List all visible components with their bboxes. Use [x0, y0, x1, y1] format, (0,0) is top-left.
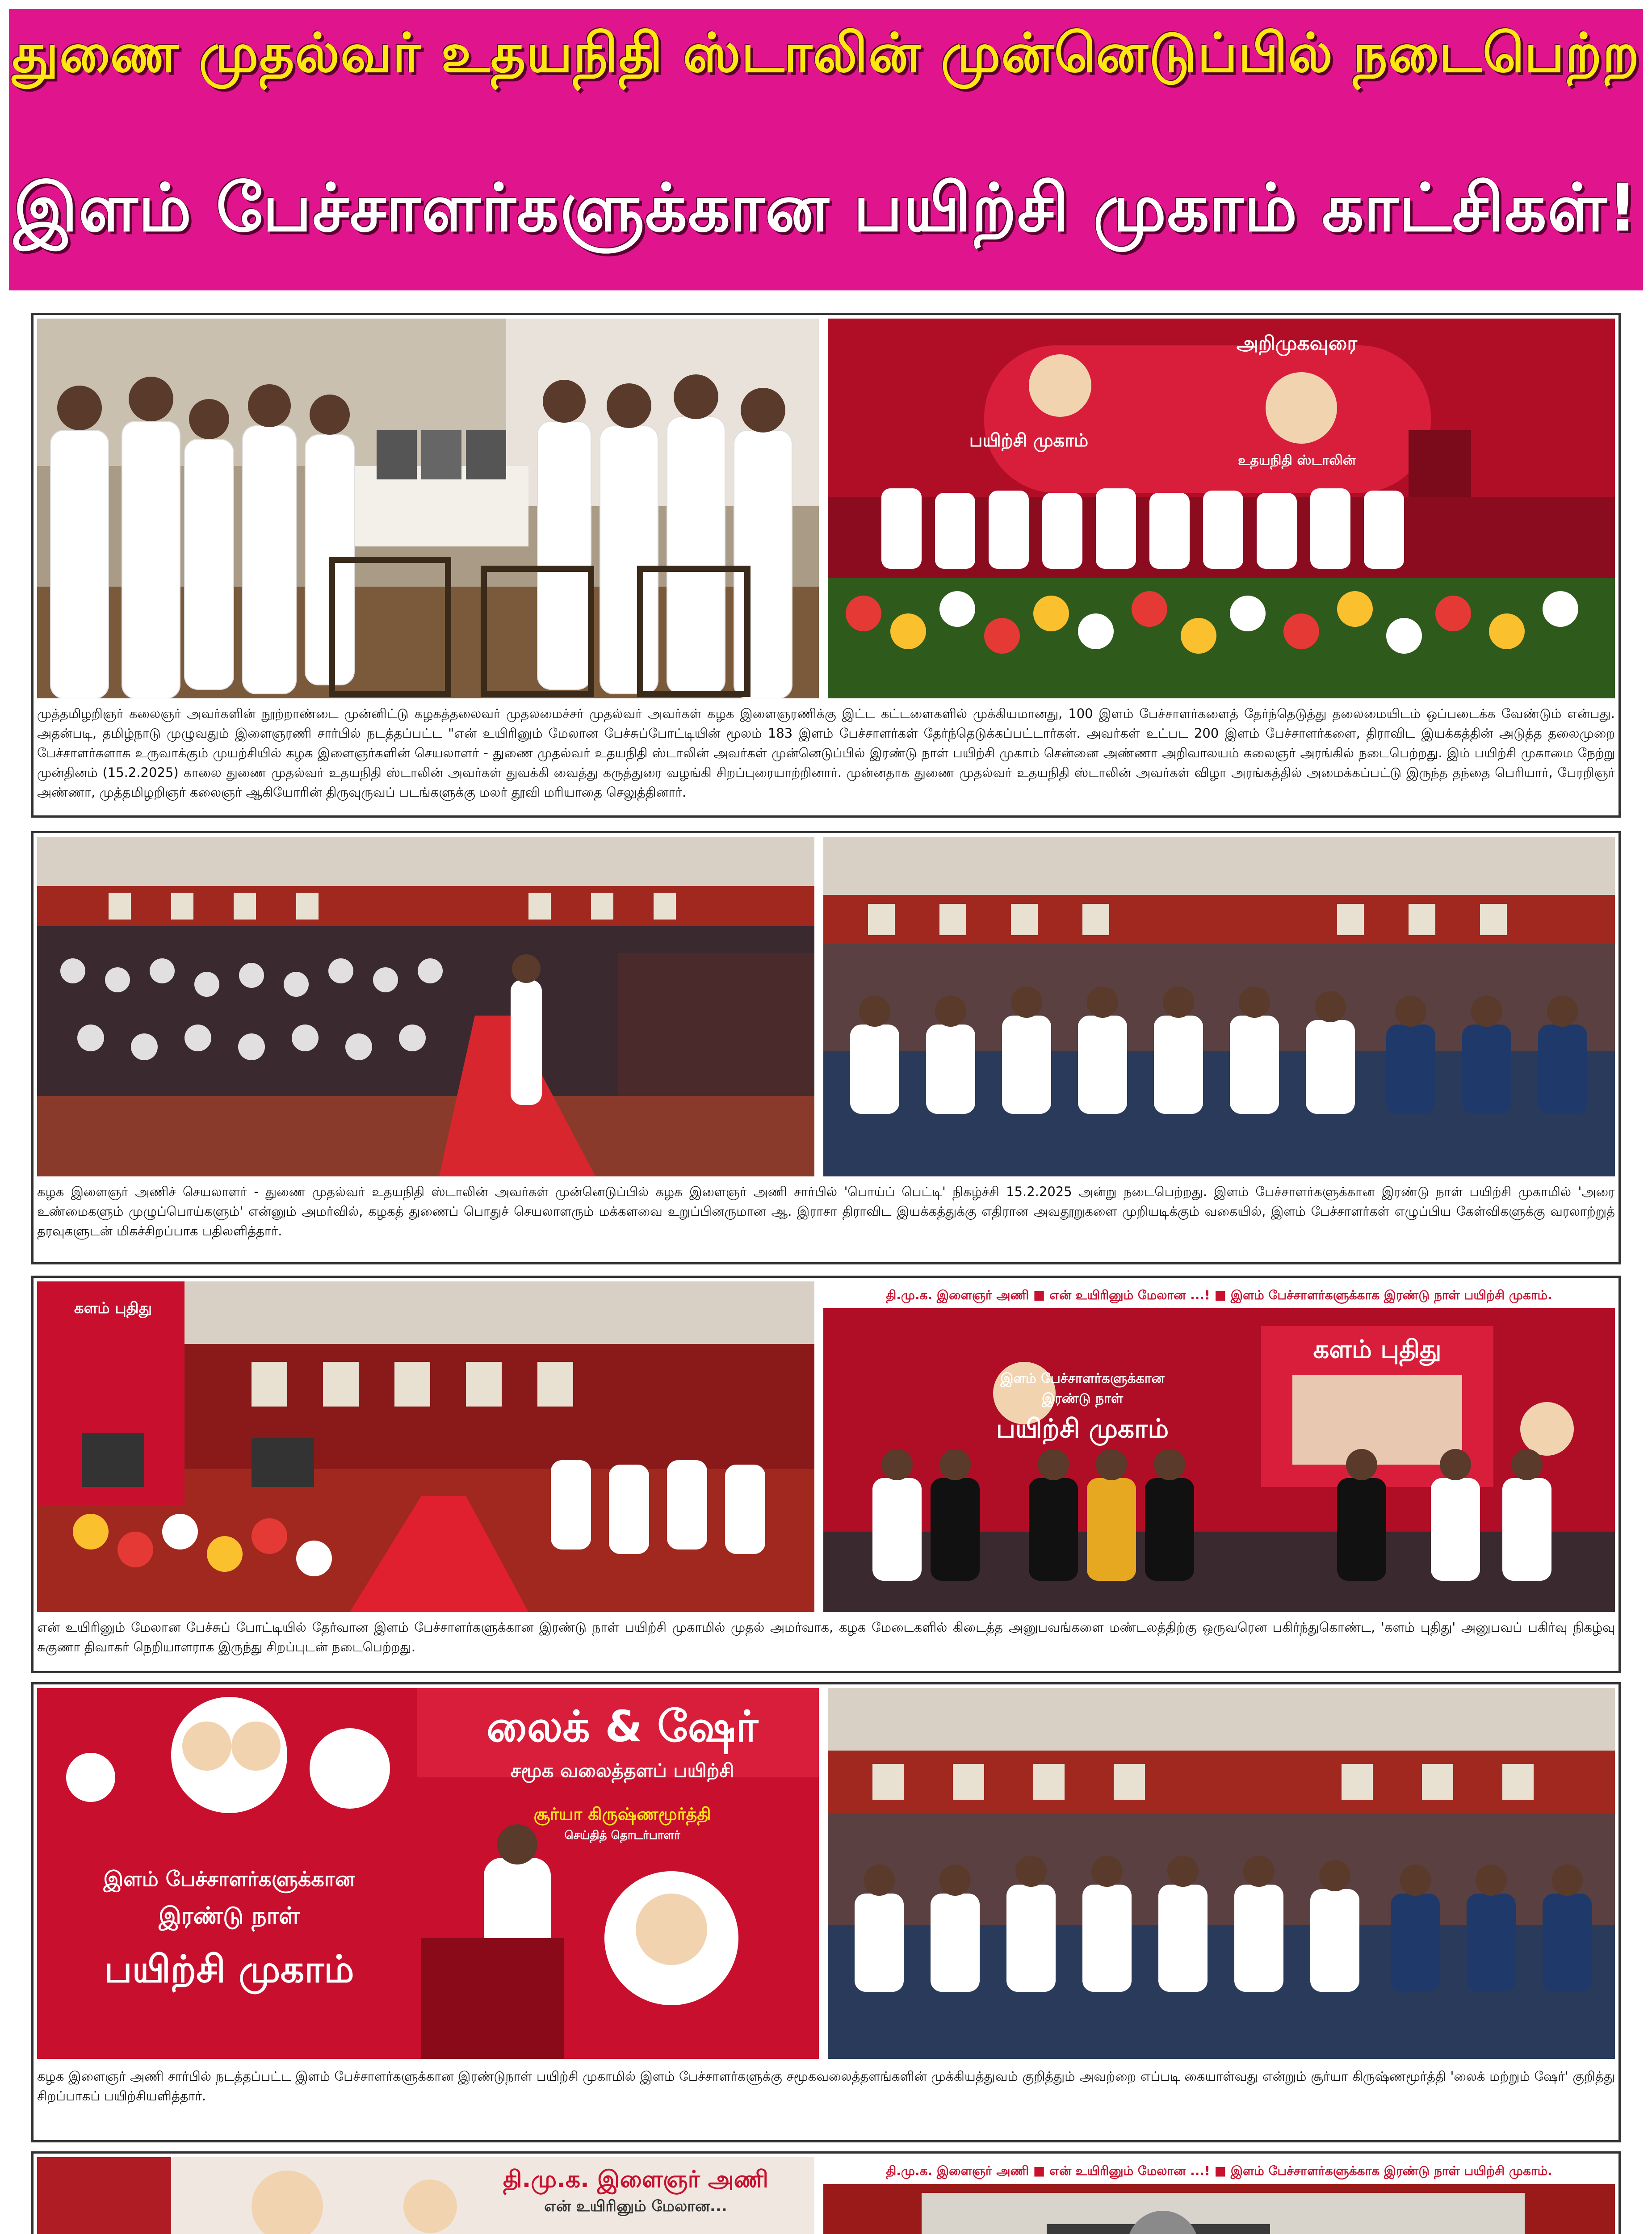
overlay-kalam-stage-line3: பயிற்சி முகாம் [996, 1413, 1169, 1444]
overlay-kalam-title-left: களம் புதிது [74, 1299, 152, 1317]
overlay-kalam-title-right: களம் புதிது [1313, 1335, 1442, 1364]
overlay-kalam-top-banner: தி.மு.க. இளைஞர் அணி ■ என் உயிரினும் மேலான ...! ■ இளம் பேச்சாளர்களுக்காக இரண்டு நாள் பயிற்சி முகாம். [886, 1288, 1552, 1302]
photo-section-2 [31, 831, 1621, 1264]
overlay-like-share-subtitle: சமூக வலைத்தளப் பயிற்சி [510, 1759, 734, 1781]
overlay-like-share-stage2: இரண்டு நாள் [159, 1902, 300, 1929]
photo-caption-4: கழக இளைஞர் அணி சார்பில் நடத்தப்பட்ட இளம் பேச்சாளர்களுக்கான இரண்டுநாள் பயிற்சி முகாமில் இளம் பேச்சாளர்களுக்கு சமூகவலைத்தளங்களின் முக்கியத்துவம் குறித்தும் அவற்றை எப்படி கையாள்வது என்றும் சூர்யா கிருஷ்ணமூர்த்தி 'லைக் மற்றும் ஷேர்' குறித்து சிறப்பாகப் பயிற்சியளித்தார். [37, 2069, 1615, 2104]
photo-caption-3: என் உயிரினும் மேலான பேச்சுப் போட்டியில் தேர்வான இளம் பேச்சாளர்களுக்கான இரண்டு நாள் பயிற்சி முகாமில் முதல் அமர்வாக, கழக மேடைகளில் கிடைத்த அனுபவங்களை மண்டலத்திற்கு ஒருவரென பகிர்ந்துகொண்ட, 'களம் புதிது' அனுபவப் பகிர்வு நிகழ்வு சுகுணா திவாகர் நெறியாளராக இருந்து சிறப்புடன் நடைபெற்றது. [37, 1620, 1615, 1655]
overlay-drama-banner-2: என் உயிரினும் மேலான... [544, 2197, 727, 2215]
photo-drama-troupe [37, 2157, 814, 2234]
headline-line-1: துணை முதல்வர் உதயநிதி ஸ்டாலின் முன்னெடுப்பில் நடைபெற்ற [12, 22, 1640, 84]
photo-section-4 [31, 1682, 1621, 2142]
overlay-drama-banner-1: தி.மு.க. இளைஞர் அணி [503, 2166, 768, 2193]
overlay-like-share-title: லைக் & ஷேர் [486, 1701, 759, 1751]
photo-like-share-audience [828, 1688, 1615, 2059]
overlay-like-share-stage3: பயிற்சி முகாம் [104, 1947, 354, 1991]
photo-like-share-speaker [37, 1688, 819, 2059]
photo-section-3 [31, 1276, 1621, 1673]
photo-drama-stage [823, 2157, 1615, 2234]
photo-tribute-portraits [37, 319, 819, 698]
photo-audience-front-row [823, 837, 1615, 1176]
overlay-kalam-stage-line2: இரண்டு நாள் [1041, 1391, 1124, 1407]
photo-caption-1: முத்தமிழறிஞர் கலைஞர் அவர்களின் நூற்றாண்டை முன்னிட்டு கழகத்தலைவர் முதலமைச்சர் முதல்வர் அவர்கள் கழக இளைஞரணிக்கு இட்ட கட்டளைகளில் முக்கியமானது, 100 இளம் பேச்சாளர்களைத் தேர்ந்தெடுத்து தலைமையிடம் ஒப்படைக்க வேண்டும் என்பது. அதன்படி, தமிழ்நாடு முழுவதும் இளைஞரணி சார்பில் நடத்தப்பட்ட "என் உயிரினும் மேலான பேச்சுப்போட்டியின் மூலம் 183 இளம் பேச்சாளர்கள் தேர்ந்தெடுக்கப்பட்டார்கள். அவர்கள் உட்பட 200 இளம் பேச்சாளர்களை, திராவிட இயக்கத்தின் அடுத்த தலைமுறை பேச்சாளர்களாக உருவாக்கும் முயற்சியில் கழக இளைஞர்களின் செயலாளர் - துணை முதல்வர் உதயநிதி ஸ்டாலின் அவர்கள் முன்னெடுப்பில் இரண்டு நாள் பயிற்சி முகாம் சென்னை அண்ணா அறிவாலயம் கலைஞர் அரங்கில் நடைபெற்றது. இம் பயிற்சி முகாமை நேற்று முன்தினம் (15.2.2025) காலை துணை முதல்வர் உதயநிதி ஸ்டாலின் அவர்கள் துவக்கி வைத்து கருத்துரை வழங்கி சிறப்புரையாற்றினார். முன்னதாக துணை முதல்வர் உதயநிதி ஸ்டாலின் அவர்கள் விழா அரங்கத்தில் அமைக்கப்பட்டு இருந்த தந்தை பெரியார், பேரறிஞர் அண்ணா, முத்தமிழறிஞர் கலைஞர் ஆகியோரின் திருவுருவப் படங்களுக்கு மலர் தூவி மரியாதை செலுத்தினார். [37, 706, 1615, 800]
overlay-like-share-name: சூர்யா கிருஷ்ணமூர்த்தி [533, 1804, 711, 1824]
photo-caption-2: கழக இளைஞர் அணிச் செயலாளர் - துணை முதல்வர் உதயநிதி ஸ்டாலின் அவர்கள் முன்னெடுப்பில் கழக இளைஞர் அணி சார்பில் 'பொய்ப் பெட்டி' நிகழ்ச்சி 15.2.2025 அன்று நடைபெற்றது. இளம் பேச்சாளர்களுக்கான இரண்டு நாள் பயிற்சி முகாமில் 'அரை உண்மைகளும் முழுப்பொய்களும்' என்னும் அமர்வில், கழகத் துணைப் பொதுச் செயலாளரும் மக்களவை உறுப்பினருமான ஆ. இராசா திராவிட இயக்கத்துக்கு எதிரான அவதூறுகளை முறியடிக்கும் வகையில், இளம் பேச்சாளர்கள் எழுப்பிய கேள்விகளுக்கு வரலாற்றுத் தரவுகளுடன் மிகச்சிறப்பாக பதிலளித்தார். [37, 1184, 1615, 1239]
overlay-intro-title: அறிமுகவுரை [1236, 332, 1358, 355]
photo-kalam-puthithu-panel [823, 1281, 1615, 1612]
overlay-kalam-stage-line1: இளம் பேச்சாளர்களுக்கான [1000, 1371, 1165, 1386]
overlay-like-share-role: செய்தித் தொடர்பாளர் [564, 1829, 680, 1842]
overlay-intro-name: உதயநிதி ஸ்டாலின் [1238, 453, 1356, 468]
overlay-like-share-stage1: இளம் பேச்சாளர்களுக்கான [103, 1867, 355, 1891]
photo-section-5 [31, 2151, 1621, 2234]
headline-banner [5, 5, 1647, 294]
photo-kalam-puthithu-hall [37, 1281, 814, 1612]
photo-stage-inauguration [828, 319, 1615, 698]
photo-section-1 [31, 313, 1621, 818]
headline-line-2: இளம் பேச்சாளர்களுக்கான பயிற்சி முகாம் காட்சிகள்! [13, 170, 1639, 246]
overlay-stage-camp: பயிற்சி முகாம் [969, 430, 1089, 451]
overlay-drama-top-banner: தி.மு.க. இளைஞர் அணி ■ என் உயிரினும் மேலான ...! ■ இளம் பேச்சாளர்களுக்காக இரண்டு நாள் பயிற்சி முகாம். [886, 2163, 1552, 2178]
photo-auditorium-speaker [37, 837, 814, 1176]
